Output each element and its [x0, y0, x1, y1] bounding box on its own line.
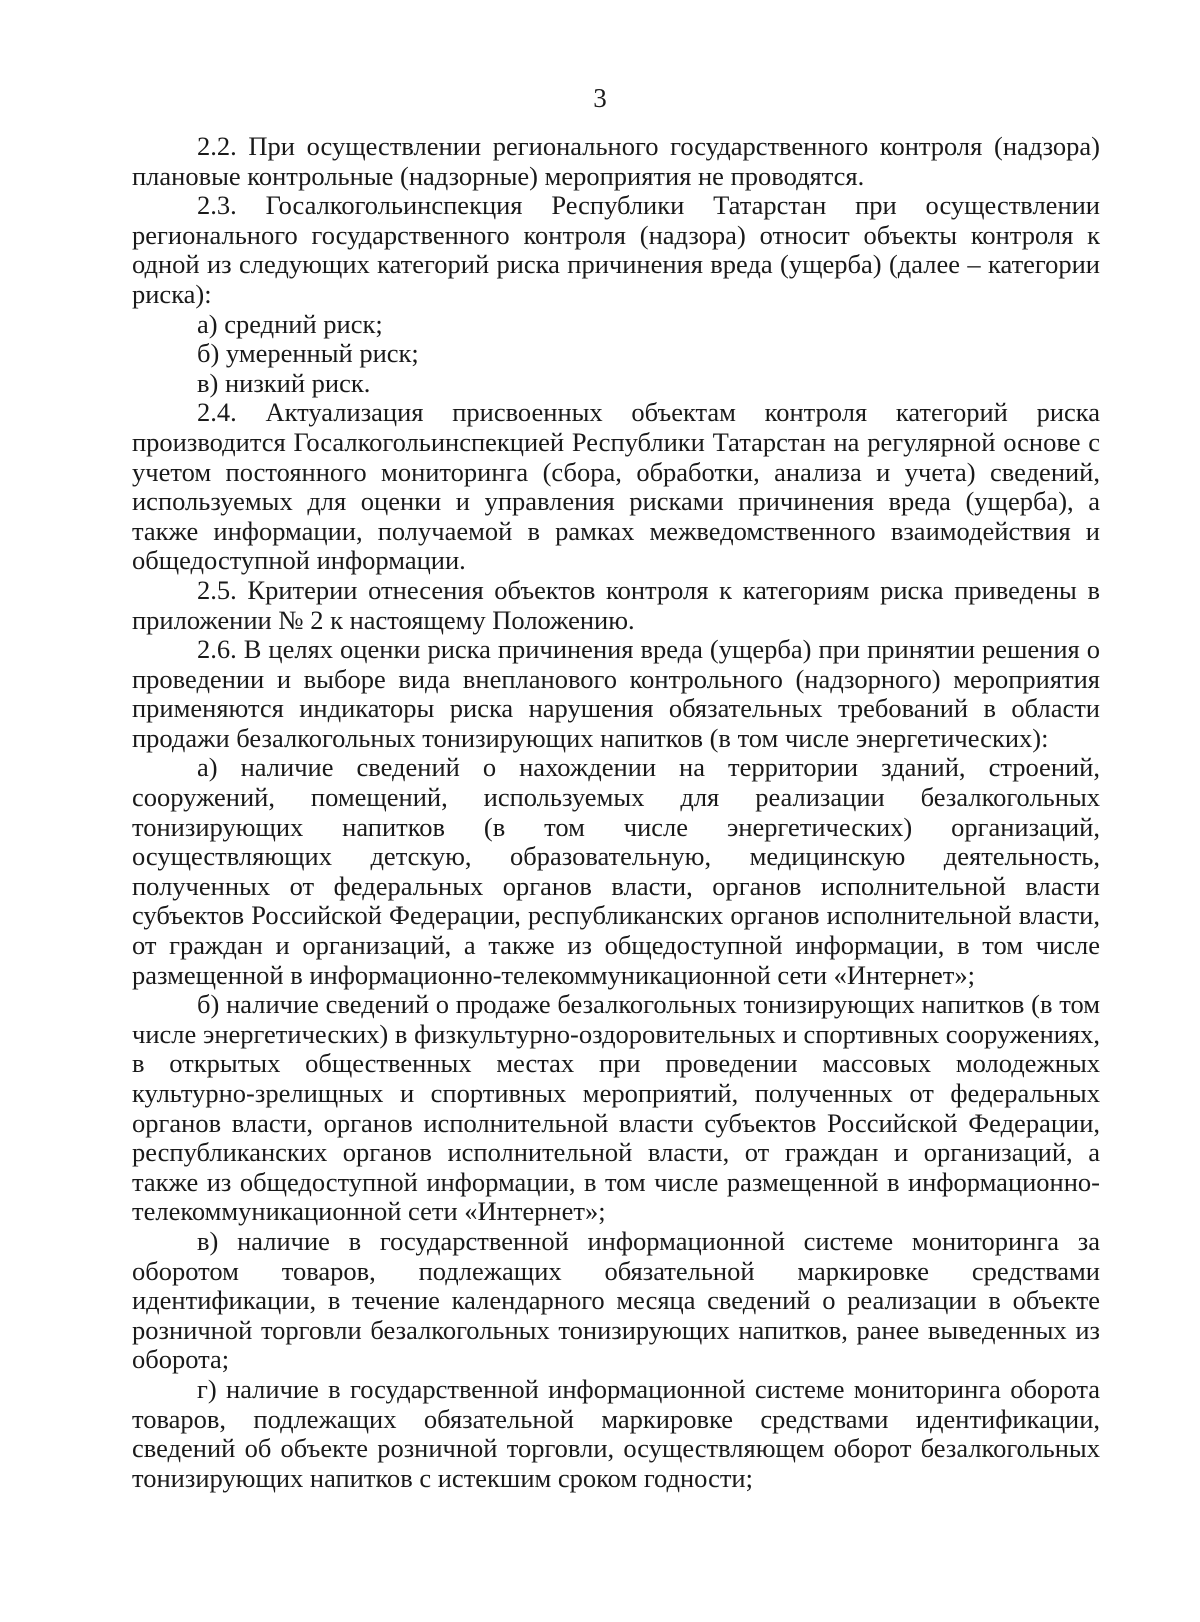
- paragraph-2-4: 2.4. Актуализация присвоенных объектам контроля категорий риска производится Госалкогольинспекцией Республики Татарстан на регулярной основе с учетом постоянного мониторинга (сбора, обработки, анализа и учета) сведений, используемых для оценки и управления рисками причинения вреда (ущерба), а также информации, получаемой в рамках межведомственного взаимодействия и общедоступной информации.: [132, 397, 1100, 576]
- document-body: [132, 132, 1100, 1493]
- page-number: 3: [593, 83, 607, 113]
- list-item-medium-risk: а) средний риск;: [197, 308, 383, 339]
- indicator-g: г) наличие в государственной информационной системе мониторинга оборота товаров, подлежащих обязательной маркировке средствами идентификации, сведений об объекте розничной торговли, осуществляющем оборот безалкогольных тонизирующих напитков с истекшим сроком годности;: [132, 1373, 1100, 1493]
- paragraph-2-5: 2.5. Критерии отнесения объектов контроля к категориям риска приведены в приложении № 2 к настоящему Положению.: [132, 574, 1100, 635]
- indicator-v: в) наличие в государственной информационной системе мониторинга за оборотом товаров, подлежащих обязательной маркировке средствами идентификации, в течение календарного месяца сведений о реализации в объекте розничной торговли безалкогольных тонизирующих напитков, ранее выведенных из оборота;: [132, 1225, 1100, 1375]
- paragraph-2-6: 2.6. В целях оценки риска причинения вреда (ущерба) при принятии решения о проведении и выборе вида внепланового контрольного (надзорного) мероприятия применяются индикаторы риска нарушения обязательных требований в области продажи безалкогольных тонизирующих напитков (в том числе энергетических):: [132, 634, 1100, 753]
- indicator-b: б) наличие сведений о продаже безалкогольных тонизирующих напитков (в том числе энергетических) в физкультурно-оздоровительных и спортивных сооружениях, в открытых общественных местах при проведении массовых молодежных культурно-зрелищных и спортивных мероприятий, полученных от федеральных органов власти, органов исполнительной власти субъектов Российской Федерации, республиканских органов исполнительной власти, от граждан и организаций, а также из общедоступной информации, в том числе размещенной в информационно-телекоммуникационной сети «Интернет»;: [132, 989, 1100, 1227]
- paragraph-2-2: 2.2. При осуществлении регионального государственного контроля (надзора) плановые контрольные (надзорные) мероприятия не проводятся.: [132, 131, 1100, 191]
- indicator-a: а) наличие сведений о нахождении на территории зданий, строений, сооружений, помещений, используемых для реализации безалкогольных тонизирующих напитков (в том числе энергетических) организаций, осуществляющих детскую, образовательную, медицинскую деятельность, полученных от федеральных органов власти, органов исполнительной власти субъектов Российской Федерации, республиканских органов исполнительной власти, от граждан и организаций, а также из общедоступной информации, в том числе размещенной в информационно-телекоммуникационной сети «Интернет»;: [132, 752, 1100, 990]
- list-item-moderate-risk: б) умеренный риск;: [197, 338, 419, 369]
- paragraph-2-3: 2.3. Госалкогольинспекция Республики Татарстан при осуществлении регионального государственного контроля (надзора) относит объекты контроля к одной из следующих категорий риска причинения вреда (ущерба) (далее – категории риска):: [132, 190, 1100, 309]
- list-item-low-risk: в) низкий риск.: [197, 367, 371, 398]
